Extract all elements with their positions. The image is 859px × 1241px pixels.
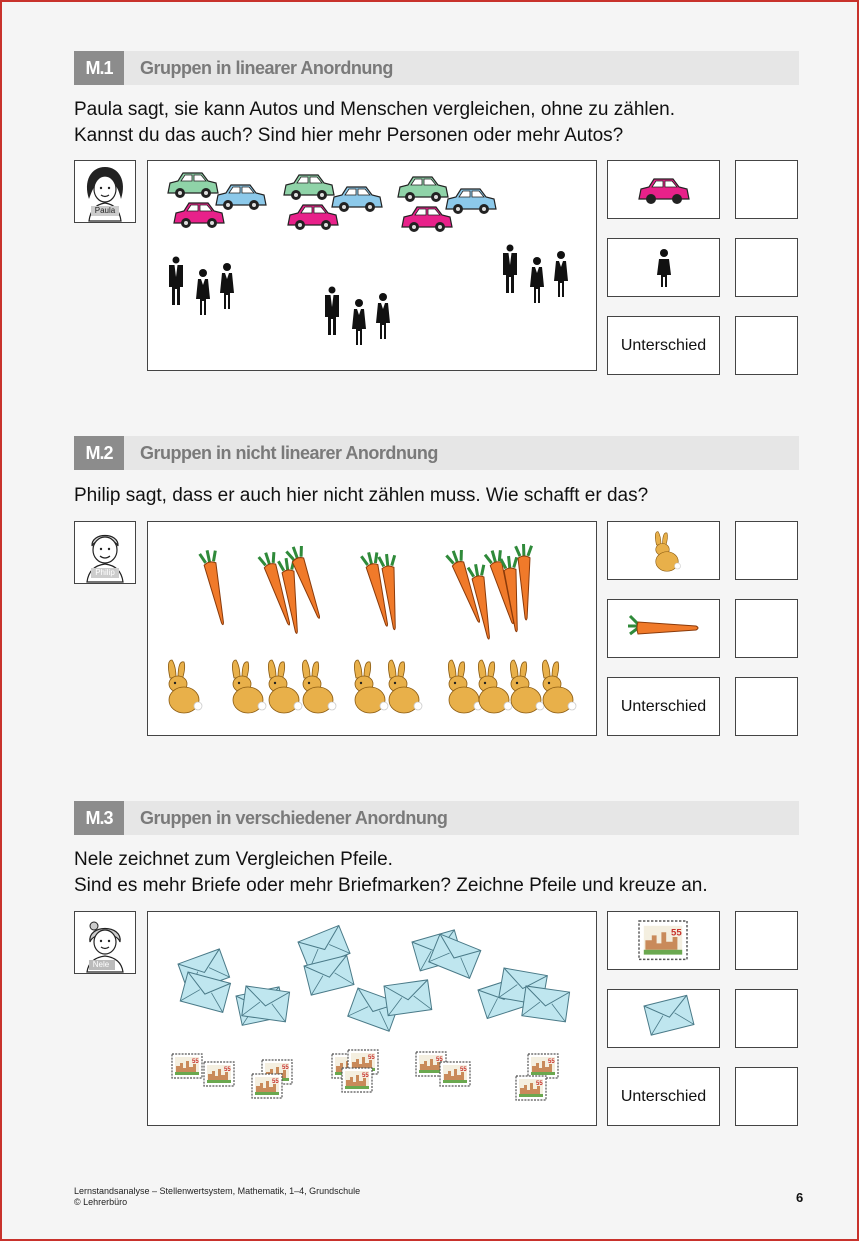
row-label-letters	[607, 989, 720, 1048]
person-icon	[608, 239, 719, 296]
avatar-nele	[74, 911, 136, 974]
question-text-m2: Philip sagt, dass er auch hier nicht zählen muss. Wie schafft er das?	[74, 485, 649, 506]
answer-box-carrots[interactable]	[735, 599, 798, 658]
answer-box-difference[interactable]	[735, 316, 798, 375]
answer-box-stamps[interactable]	[735, 911, 798, 970]
section-header-m1	[74, 51, 799, 85]
row-label-difference	[607, 1067, 720, 1126]
answer-box-letters[interactable]	[735, 989, 798, 1048]
row-label-carrots	[607, 599, 720, 658]
row-label-stamps	[607, 911, 720, 970]
answer-box-difference[interactable]	[735, 1067, 798, 1126]
difference-label: Unterschied	[620, 1087, 707, 1105]
row-label-difference	[607, 677, 720, 736]
section-header-m3	[74, 801, 799, 835]
envelope-icon	[608, 990, 719, 1047]
footer	[74, 1186, 360, 1208]
section-title: Gruppen in verschiedener Anordnung	[140, 808, 448, 828]
footer-line: © Lehrerbüro	[74, 1197, 128, 1207]
question-text-m3: Nele zeichnet zum Vergleichen Pfeile. Sind es mehr Briefe oder mehr Briefmarken? Zeichne Pfeile und kreuze an.	[74, 849, 708, 896]
row-label-difference	[607, 316, 720, 375]
page-number: 6	[796, 1190, 804, 1205]
avatar-name: Paula	[94, 206, 116, 215]
avatar-philip	[74, 521, 136, 584]
footer-line: Lernstandsanalyse – Stellenwertsystem, Mathematik, 1–4, Grundschule	[74, 1186, 361, 1196]
question-text-m1: Paula sagt, sie kann Autos und Menschen vergleichen, ohne zu zählen. Kannst du das auch? Sind hier mehr Personen oder mehr Autos?	[74, 99, 676, 146]
section-title: Gruppen in linearer Anordnung	[140, 58, 393, 78]
section-header-m2	[74, 436, 799, 470]
carrot-icon	[608, 600, 719, 657]
avatar-paula	[74, 160, 136, 223]
scene-carrots-rabbits	[147, 521, 597, 736]
avatar-name: Philip	[95, 568, 115, 577]
section-number: M.1	[74, 51, 124, 85]
row-label-cars	[607, 160, 720, 219]
svg-text:55: 55	[671, 927, 682, 939]
stamp-icon	[608, 912, 719, 969]
answer-box-cars[interactable]	[735, 160, 798, 219]
difference-label: Unterschied	[620, 336, 707, 354]
row-label-rabbits	[607, 521, 720, 580]
answer-box-people[interactable]	[735, 238, 798, 297]
scene-letters-stamps: 55	[147, 911, 597, 1126]
rabbit-icon	[608, 522, 719, 579]
section-number: M.3	[74, 801, 124, 835]
section-number: M.2	[74, 436, 124, 470]
row-label-people	[607, 238, 720, 297]
avatar-name: Nele	[92, 960, 110, 969]
difference-label: Unterschied	[620, 697, 707, 715]
car-icon	[608, 161, 719, 218]
answer-box-rabbits[interactable]	[735, 521, 798, 580]
section-title: Gruppen in nicht linearer Anordnung	[140, 443, 438, 463]
answer-box-difference[interactable]	[735, 677, 798, 736]
scene-cars-people	[147, 160, 597, 371]
